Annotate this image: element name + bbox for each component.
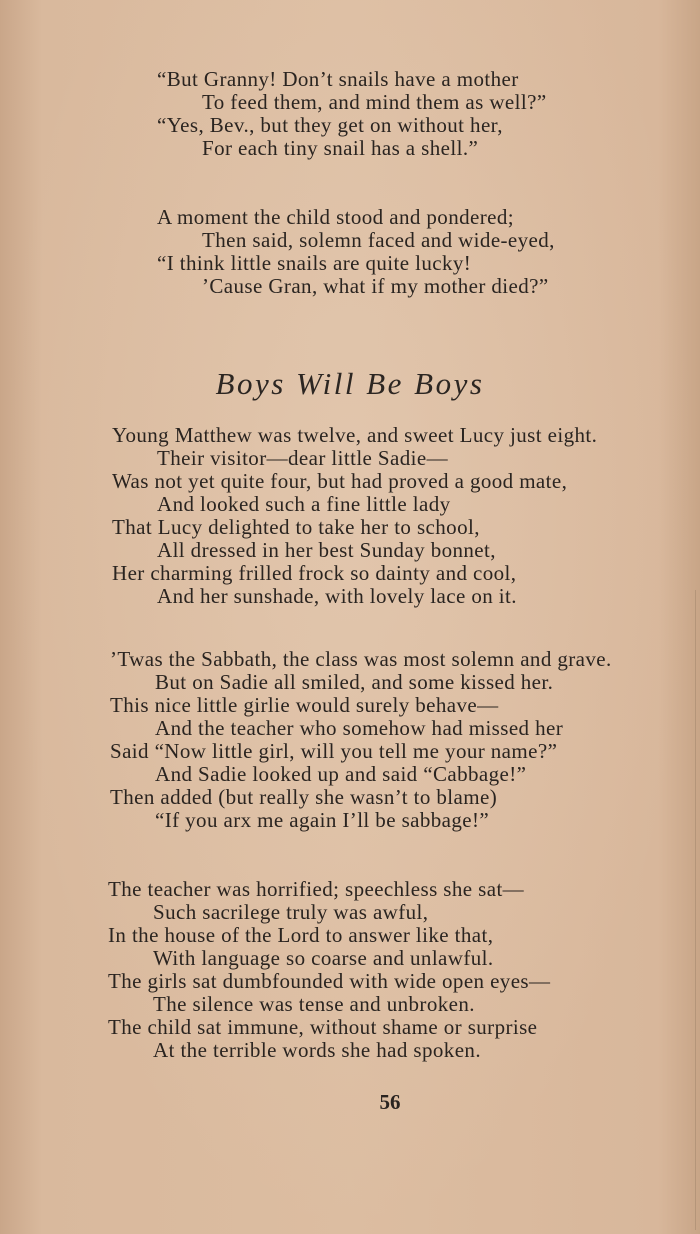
poem-line: The teacher was horrified; speechless she sat— — [108, 877, 525, 901]
poem-line: ’Cause Gran, what if my mother died?” — [202, 274, 549, 298]
poem-line: At the terrible words she had spoken. — [153, 1038, 481, 1062]
poem-line: That Lucy delighted to take her to school, — [112, 515, 480, 539]
poem-line: ’Twas the Sabbath, the class was most solemn and grave. — [110, 647, 612, 671]
poem-title: Boys Will Be Boys — [215, 366, 485, 401]
poem-stanza-1 — [112, 424, 597, 608]
poem-line: And Sadie looked up and said “Cabbage!” — [155, 762, 527, 786]
poem-line: In the house of the Lord to answer like that, — [108, 923, 494, 947]
poem-line: Such sacrilege truly was awful, — [153, 900, 429, 924]
poem-line: With language so coarse and unlawful. — [153, 946, 494, 970]
poem-line: “Yes, Bev., but they get on without her, — [157, 113, 503, 137]
poem-line: Then added (but really she wasn’t to blame) — [110, 785, 498, 809]
poem-line: The girls sat dumbfounded with wide open eyes— — [108, 969, 551, 993]
page-edge-line — [695, 590, 696, 1230]
poem-line: To feed them, and mind them as well?” — [202, 90, 547, 114]
poem-line: This nice little girlie would surely behave— — [110, 693, 499, 717]
poem-line: And her sunshade, with lovely lace on it. — [157, 584, 517, 608]
poem-line: Then said, solemn faced and wide-eyed, — [202, 228, 555, 252]
poem-line: Their visitor—dear little Sadie— — [157, 446, 448, 470]
poem-line: Said “Now little girl, will you tell me your name?” — [110, 739, 558, 763]
poem-stanza-2 — [110, 648, 612, 832]
poem-line: Was not yet quite four, but had proved a good mate, — [112, 469, 568, 493]
poem-line: And the teacher who somehow had missed her — [155, 716, 564, 740]
poem-line: And looked such a fine little lady — [157, 492, 451, 516]
poem-line: A moment the child stood and pondered; — [157, 205, 514, 229]
poem-line: “If you arx me again I’ll be sabbage!” — [155, 808, 490, 832]
poem-line: “But Granny! Don’t snails have a mother — [157, 67, 519, 91]
poem-line: But on Sadie all smiled, and some kissed her. — [155, 670, 554, 694]
poem-line: Her charming frilled frock so dainty and cool, — [112, 561, 517, 585]
poem-line: Young Matthew was twelve, and sweet Lucy just eight. — [112, 423, 598, 447]
poem-stanza-3 — [108, 878, 550, 1062]
poem-line: The child sat immune, without shame or surprise — [108, 1015, 538, 1039]
page-number: 56 — [379, 1090, 401, 1114]
stanza-top-2 — [157, 206, 555, 298]
poem-line: All dressed in her best Sunday bonnet, — [157, 538, 496, 562]
poem-line: The silence was tense and unbroken. — [153, 992, 475, 1016]
poem-line: “I think little snails are quite lucky! — [157, 251, 472, 275]
stanza-top-1 — [157, 68, 547, 160]
poem-line: For each tiny snail has a shell.” — [202, 136, 479, 160]
